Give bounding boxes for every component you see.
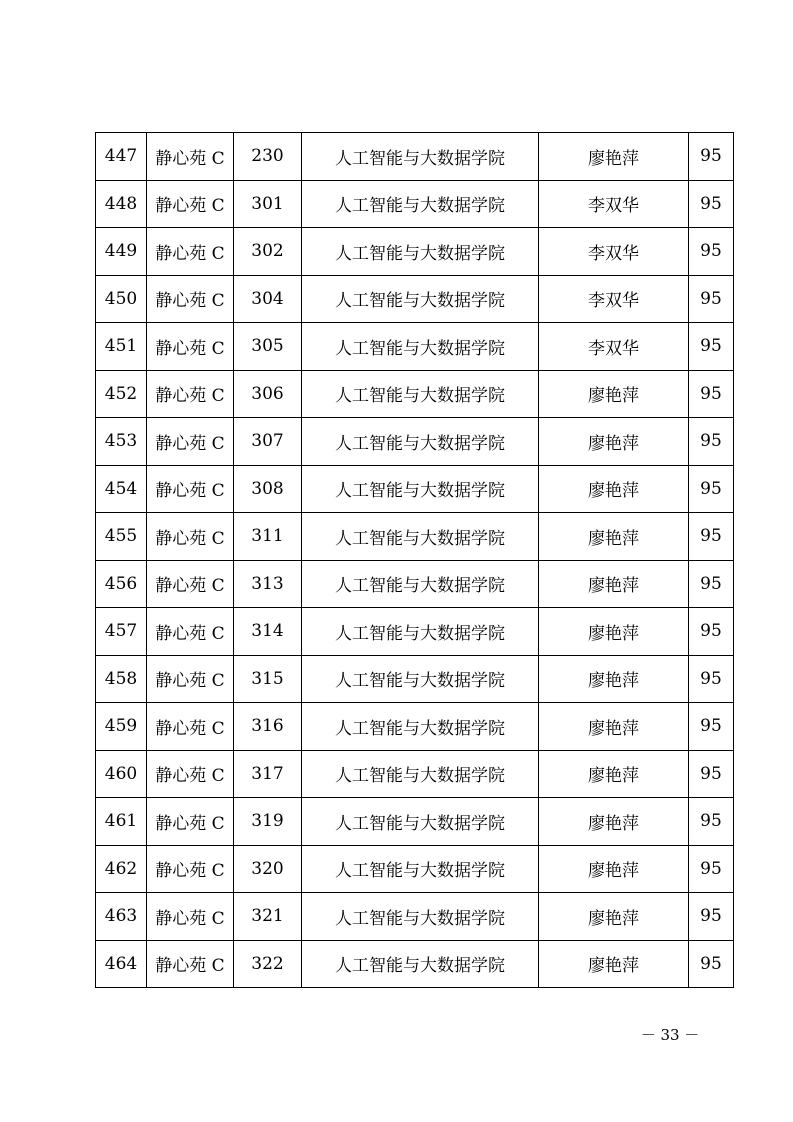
score-cell: 95 bbox=[689, 180, 734, 228]
score-cell: 95 bbox=[689, 655, 734, 703]
score-cell: 95 bbox=[689, 893, 734, 941]
score-cell: 95 bbox=[689, 845, 734, 893]
person-in-charge-cell: 李双华 bbox=[539, 228, 689, 276]
score-cell: 95 bbox=[689, 418, 734, 466]
table-row bbox=[96, 560, 734, 608]
college-cell: 人工智能与大数据学院 bbox=[302, 845, 539, 893]
table-row bbox=[96, 275, 734, 323]
person-in-charge-cell: 廖艳萍 bbox=[539, 940, 689, 988]
score-cell: 95 bbox=[689, 465, 734, 513]
score-cell: 95 bbox=[689, 228, 734, 276]
row-number-cell: 457 bbox=[96, 608, 147, 656]
college-cell: 人工智能与大数据学院 bbox=[302, 418, 539, 466]
row-number-cell: 459 bbox=[96, 703, 147, 751]
row-number-cell: 461 bbox=[96, 798, 147, 846]
room-cell: 313 bbox=[234, 560, 302, 608]
college-cell: 人工智能与大数据学院 bbox=[302, 798, 539, 846]
room-cell: 315 bbox=[234, 655, 302, 703]
room-cell: 314 bbox=[234, 608, 302, 656]
row-number-cell: 449 bbox=[96, 228, 147, 276]
college-cell: 人工智能与大数据学院 bbox=[302, 893, 539, 941]
score-cell: 95 bbox=[689, 940, 734, 988]
table-row bbox=[96, 655, 734, 703]
room-cell: 304 bbox=[234, 275, 302, 323]
table-row bbox=[96, 465, 734, 513]
table-row bbox=[96, 750, 734, 798]
college-cell: 人工智能与大数据学院 bbox=[302, 560, 539, 608]
college-cell: 人工智能与大数据学院 bbox=[302, 750, 539, 798]
room-cell: 321 bbox=[234, 893, 302, 941]
row-number-cell: 452 bbox=[96, 370, 147, 418]
building-cell: 静心苑 C bbox=[147, 133, 234, 181]
room-cell: 302 bbox=[234, 228, 302, 276]
person-in-charge-cell: 李双华 bbox=[539, 180, 689, 228]
person-in-charge-cell: 廖艳萍 bbox=[539, 798, 689, 846]
building-cell: 静心苑 C bbox=[147, 655, 234, 703]
room-cell: 320 bbox=[234, 845, 302, 893]
building-cell: 静心苑 C bbox=[147, 418, 234, 466]
page-number: － 33 － bbox=[640, 1026, 700, 1044]
row-number-cell: 447 bbox=[96, 133, 147, 181]
college-cell: 人工智能与大数据学院 bbox=[302, 228, 539, 276]
row-number-cell: 464 bbox=[96, 940, 147, 988]
table-row bbox=[96, 798, 734, 846]
building-cell: 静心苑 C bbox=[147, 893, 234, 941]
score-cell: 95 bbox=[689, 370, 734, 418]
room-cell: 307 bbox=[234, 418, 302, 466]
college-cell: 人工智能与大数据学院 bbox=[302, 323, 539, 371]
person-in-charge-cell: 廖艳萍 bbox=[539, 608, 689, 656]
building-cell: 静心苑 C bbox=[147, 513, 234, 561]
college-cell: 人工智能与大数据学院 bbox=[302, 940, 539, 988]
row-number-cell: 462 bbox=[96, 845, 147, 893]
table-body bbox=[96, 133, 734, 988]
room-cell: 230 bbox=[234, 133, 302, 181]
person-in-charge-cell: 廖艳萍 bbox=[539, 133, 689, 181]
person-in-charge-cell: 廖艳萍 bbox=[539, 560, 689, 608]
row-number-cell: 455 bbox=[96, 513, 147, 561]
score-cell: 95 bbox=[689, 703, 734, 751]
person-in-charge-cell: 廖艳萍 bbox=[539, 703, 689, 751]
building-cell: 静心苑 C bbox=[147, 228, 234, 276]
college-cell: 人工智能与大数据学院 bbox=[302, 275, 539, 323]
college-cell: 人工智能与大数据学院 bbox=[302, 513, 539, 561]
person-in-charge-cell: 廖艳萍 bbox=[539, 845, 689, 893]
score-cell: 95 bbox=[689, 608, 734, 656]
person-in-charge-cell: 李双华 bbox=[539, 323, 689, 371]
table-row bbox=[96, 180, 734, 228]
score-cell: 95 bbox=[689, 323, 734, 371]
row-number-cell: 463 bbox=[96, 893, 147, 941]
row-number-cell: 453 bbox=[96, 418, 147, 466]
room-cell: 317 bbox=[234, 750, 302, 798]
college-cell: 人工智能与大数据学院 bbox=[302, 465, 539, 513]
building-cell: 静心苑 C bbox=[147, 750, 234, 798]
score-cell: 95 bbox=[689, 513, 734, 561]
room-cell: 308 bbox=[234, 465, 302, 513]
row-number-cell: 448 bbox=[96, 180, 147, 228]
college-cell: 人工智能与大数据学院 bbox=[302, 655, 539, 703]
room-cell: 301 bbox=[234, 180, 302, 228]
table-row bbox=[96, 370, 734, 418]
row-number-cell: 456 bbox=[96, 560, 147, 608]
room-cell: 316 bbox=[234, 703, 302, 751]
building-cell: 静心苑 C bbox=[147, 323, 234, 371]
score-cell: 95 bbox=[689, 275, 734, 323]
table-row bbox=[96, 513, 734, 561]
table-row bbox=[96, 418, 734, 466]
building-cell: 静心苑 C bbox=[147, 560, 234, 608]
room-cell: 305 bbox=[234, 323, 302, 371]
person-in-charge-cell: 李双华 bbox=[539, 275, 689, 323]
row-number-cell: 451 bbox=[96, 323, 147, 371]
building-cell: 静心苑 C bbox=[147, 608, 234, 656]
person-in-charge-cell: 廖艳萍 bbox=[539, 655, 689, 703]
college-cell: 人工智能与大数据学院 bbox=[302, 133, 539, 181]
row-number-cell: 454 bbox=[96, 465, 147, 513]
building-cell: 静心苑 C bbox=[147, 465, 234, 513]
college-cell: 人工智能与大数据学院 bbox=[302, 370, 539, 418]
building-cell: 静心苑 C bbox=[147, 798, 234, 846]
row-number-cell: 450 bbox=[96, 275, 147, 323]
score-cell: 95 bbox=[689, 560, 734, 608]
person-in-charge-cell: 廖艳萍 bbox=[539, 370, 689, 418]
room-cell: 319 bbox=[234, 798, 302, 846]
table-row bbox=[96, 703, 734, 751]
building-cell: 静心苑 C bbox=[147, 703, 234, 751]
person-in-charge-cell: 廖艳萍 bbox=[539, 893, 689, 941]
dormitory-table bbox=[95, 132, 734, 988]
building-cell: 静心苑 C bbox=[147, 275, 234, 323]
row-number-cell: 458 bbox=[96, 655, 147, 703]
person-in-charge-cell: 廖艳萍 bbox=[539, 465, 689, 513]
building-cell: 静心苑 C bbox=[147, 370, 234, 418]
score-cell: 95 bbox=[689, 798, 734, 846]
table-row bbox=[96, 323, 734, 371]
college-cell: 人工智能与大数据学院 bbox=[302, 703, 539, 751]
building-cell: 静心苑 C bbox=[147, 845, 234, 893]
row-number-cell: 460 bbox=[96, 750, 147, 798]
room-cell: 311 bbox=[234, 513, 302, 561]
table-row bbox=[96, 893, 734, 941]
building-cell: 静心苑 C bbox=[147, 180, 234, 228]
table-row bbox=[96, 940, 734, 988]
score-cell: 95 bbox=[689, 750, 734, 798]
room-cell: 322 bbox=[234, 940, 302, 988]
college-cell: 人工智能与大数据学院 bbox=[302, 608, 539, 656]
person-in-charge-cell: 廖艳萍 bbox=[539, 418, 689, 466]
table-row bbox=[96, 845, 734, 893]
table-row bbox=[96, 133, 734, 181]
score-cell: 95 bbox=[689, 133, 734, 181]
person-in-charge-cell: 廖艳萍 bbox=[539, 513, 689, 561]
room-cell: 306 bbox=[234, 370, 302, 418]
table-row bbox=[96, 228, 734, 276]
college-cell: 人工智能与大数据学院 bbox=[302, 180, 539, 228]
building-cell: 静心苑 C bbox=[147, 940, 234, 988]
table-row bbox=[96, 608, 734, 656]
person-in-charge-cell: 廖艳萍 bbox=[539, 750, 689, 798]
